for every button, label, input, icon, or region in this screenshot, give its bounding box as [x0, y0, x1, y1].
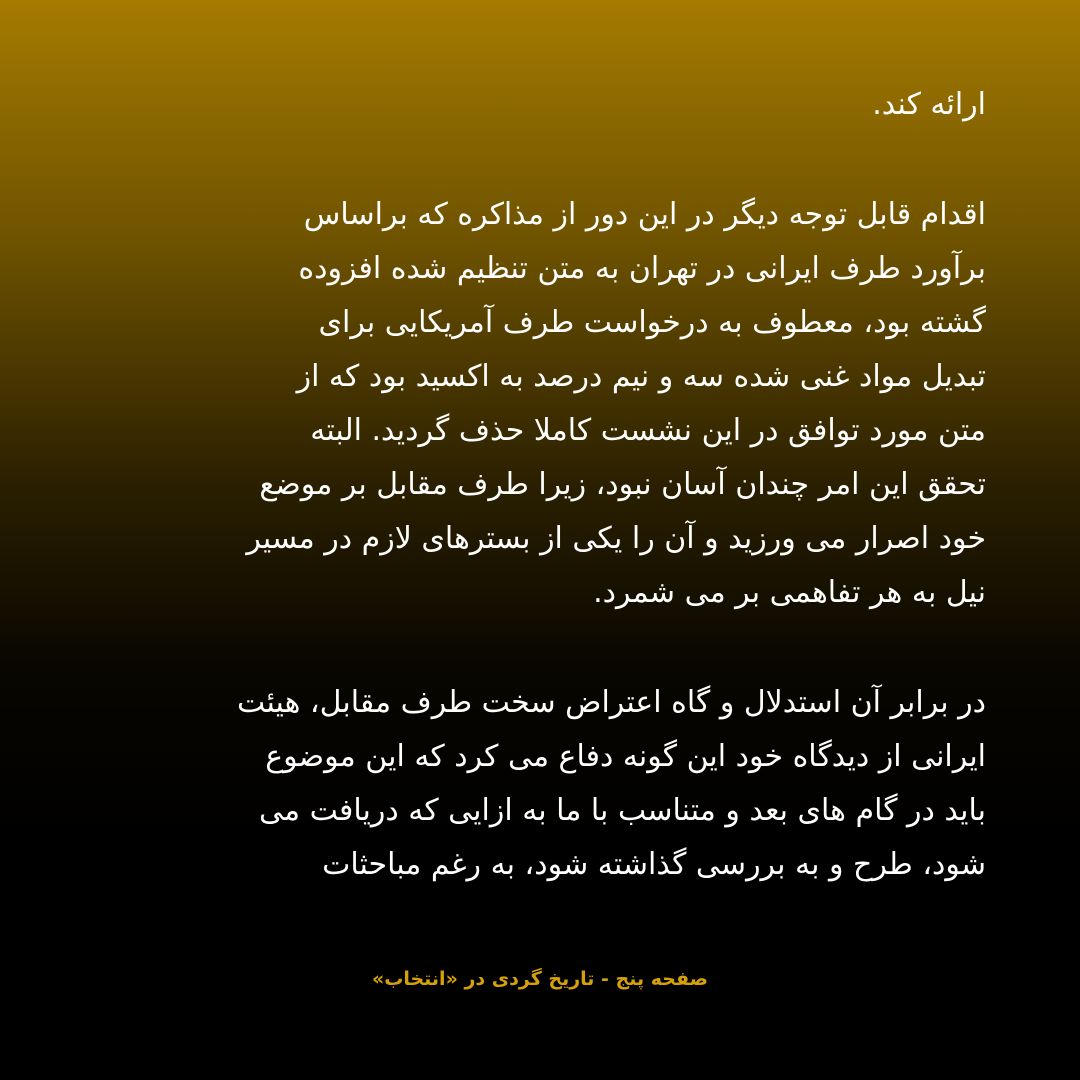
paragraph-line: برآورد طرف ایرانی در تهران به متن تنظیم شده افزوده	[298, 251, 986, 286]
paragraph-line: متن مورد توافق در این نشست کاملا حذف گردید. البته	[310, 413, 986, 448]
paragraph-line: تحقق این امر چندان آسان نبود، زیرا طرف مقابل بر موضع	[259, 467, 986, 502]
paragraph-line: تبدیل مواد غنی شده سه و نیم درصد به اکسید بود که از	[296, 359, 986, 394]
paragraph-line: در برابر آن استدلال و گاه اعتراض سخت طرف مقابل، هیئت	[237, 685, 986, 720]
paragraph-line: باید در گام های بعد و متناسب با ما به ازایی که دریافت می	[258, 793, 986, 828]
paragraph-3	[94, 676, 986, 892]
paragraph-line: اقدام قابل توجه دیگر در این دور از مذاکره که براساس	[303, 197, 986, 232]
article-body	[94, 78, 986, 948]
paragraph-line: نیل به هر تفاهمی بر می شمرد.	[593, 575, 986, 610]
paragraph-line: گشته بود، معطوف به درخواست طرف آمریکایی برای	[318, 305, 986, 340]
paragraph-line: خود اصرار می ورزید و آن را یکی از بسترهای لازم در مسیر	[246, 521, 986, 556]
paragraph-1	[94, 78, 986, 132]
paragraph-2	[94, 188, 986, 620]
paragraph-line: ارائه کند.	[872, 87, 986, 122]
page-caption: صفحه پنج - تاریخ گردی در «انتخاب»	[371, 968, 709, 990]
paragraph-line: شود، طرح و به بررسی گذاشته شود، به رغم مباحثات	[322, 847, 986, 882]
paragraph-line: ایرانی از دیدگاه خود این گونه دفاع می کرد که این موضوع	[265, 739, 986, 774]
